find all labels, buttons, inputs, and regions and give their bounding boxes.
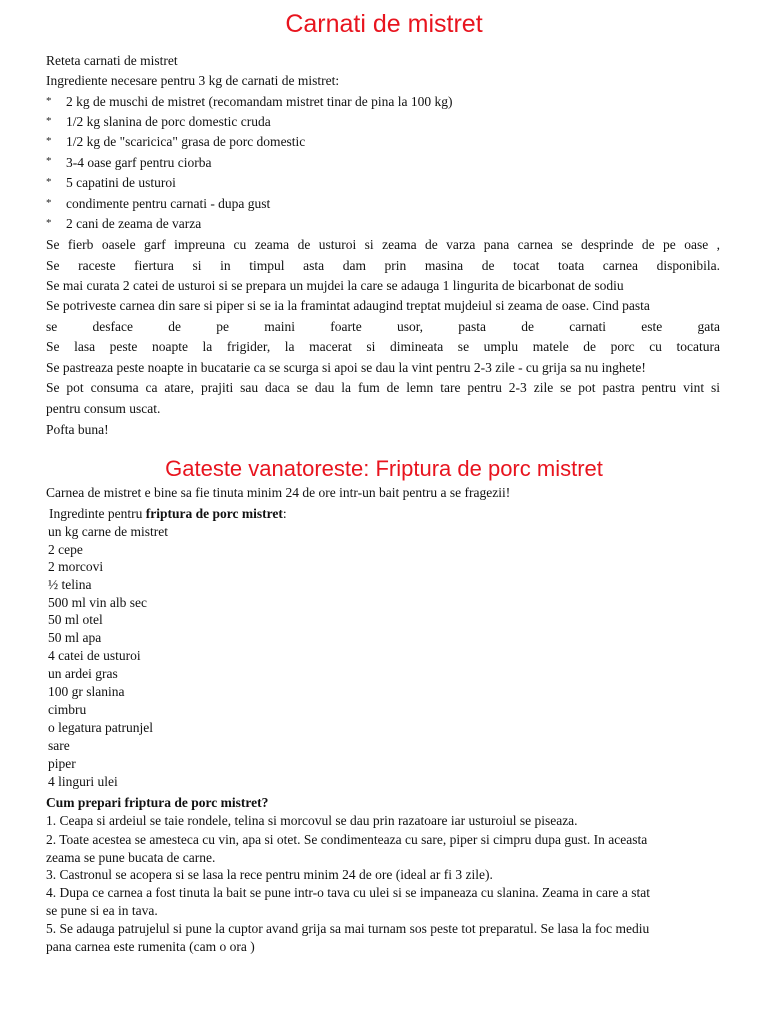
list-item: 3-4 oase garf pentru ciorba — [66, 155, 212, 170]
bullet-icon: * — [46, 217, 52, 229]
heading-bold: friptura de porc mistret — [145, 506, 283, 521]
paragraph-line: Se lasa peste noapte la frigider, la macerat si dimineata se umplu matele de porc cu tocatura — [46, 339, 720, 354]
list-item: 4 catei de usturoi — [48, 648, 141, 663]
bullet-icon: * — [46, 155, 52, 167]
list-item: 1/2 kg slanina de porc domestic cruda — [66, 114, 271, 129]
list-item: sare — [48, 738, 70, 753]
recipe2-title: Gateste vanatoreste: Friptura de porc mistret — [165, 456, 603, 481]
paragraph-line: Se pot consuma ca atare, prajiti sau daca se dau la fum de lemn tare pentru 2-3 zile se pot pastra pentru vint si — [46, 380, 720, 395]
list-item: 50 ml apa — [48, 630, 102, 645]
list-item: ½ telina — [48, 577, 92, 592]
paragraph-line: se pune si ea in tava. — [46, 903, 158, 918]
paragraph-line: pana carnea este rumenita (cam o ora ) — [46, 939, 255, 954]
paragraph-line: 1. Ceapa si ardeiul se taie rondele, telina si morcovul se dau prin razatoare iar usturoiul se piseaza. — [46, 813, 578, 828]
recipe2-ingredients-heading — [49, 505, 287, 523]
list-item: piper — [48, 756, 76, 771]
list-item: un kg carne de mistret — [48, 524, 168, 539]
recipe2-intro: Carnea de mistret e bine sa fie tinuta minim 24 de ore intr-un bait pentru a se fragezii! — [46, 485, 511, 500]
paragraph-line: Se mai curata 2 catei de usturoi si se prepara un mujdei la care se adauga 1 lingurita de bicarbonat de sodiu — [46, 278, 624, 293]
paragraph-line: 2. Toate acestea se amesteca cu vin, apa si otet. Se condimenteaza cu sare, piper si cimpru dupa gust. In aceasta — [46, 832, 648, 847]
list-item: 1/2 kg de "scaricica" grasa de porc domestic — [66, 134, 306, 149]
paragraph-line: 5. Se adauga patrujelul si pune la cuptor avand grija sa mai turnam sos peste tot preparatul. Se lasa la foc mediu — [46, 921, 650, 936]
recipe1-ingredients-heading: Ingrediente necesare pentru 3 kg de carnati de mistret: — [46, 73, 340, 88]
paragraph-line: se desface de pe maini foarte usor, pasta de carnati este gata — [46, 319, 720, 334]
bullet-icon: * — [46, 176, 52, 188]
bullet-icon: * — [46, 95, 52, 107]
paragraph-line: Se raceste fiertura si in timpul asta dam prin masina de tocat toata carnea disponibila. — [46, 258, 720, 273]
closing-line: Pofta buna! — [46, 422, 109, 437]
list-item: condimente pentru carnati - dupa gust — [66, 196, 271, 211]
paragraph-line: zeama se pune bucata de carne. — [46, 850, 216, 865]
list-item: 5 capatini de usturoi — [66, 175, 176, 190]
list-item: un ardei gras — [48, 666, 118, 681]
list-item: 50 ml otel — [48, 612, 103, 627]
bullet-icon: * — [46, 115, 52, 127]
paragraph-line: Se potriveste carnea din sare si piper si se ia la framintat adaugind treptat mujdeiul si zeama de oase. Cind pasta — [46, 298, 650, 313]
list-item: 100 gr slanina — [48, 684, 125, 699]
list-item: 2 cani de zeama de varza — [66, 216, 202, 231]
list-item: o legatura patrunjel — [48, 720, 153, 735]
recipe1-intro: Reteta carnati de mistret — [46, 53, 178, 68]
list-item: 2 kg de muschi de mistret (recomandam mistret tinar de pina la 100 kg) — [66, 94, 453, 109]
list-item: 2 morcovi — [48, 559, 104, 574]
heading-suffix: : — [282, 506, 287, 521]
heading-prefix: Ingredinte pentru — [49, 506, 146, 521]
bullet-icon: * — [46, 135, 52, 147]
recipe1-title: Carnati de mistret — [285, 10, 483, 38]
paragraph-line: Se fierb oasele garf impreuna cu zeama de usturoi si zeama de varza pana carnea se desprinde de pe oase , — [46, 237, 720, 252]
list-item: 2 cepe — [48, 542, 83, 557]
bullet-icon: * — [46, 197, 52, 209]
paragraph-line: 4. Dupa ce carnea a fost tinuta la bait se pune intr-o tava cu ulei si se impaneaza cu slanina. Zeama in care a stat — [46, 885, 650, 900]
paragraph-line: Se pastreaza peste noapte in bucatarie ca se scurga si apoi se dau la vint pentru 2-3 zile - cu grija sa nu inghete! — [46, 360, 646, 375]
list-item: cimbru — [48, 702, 87, 717]
paragraph-line: 3. Castronul se acopera si se lasa la rece pentru minim 24 de ore (ideal ar fi 3 zile). — [46, 867, 493, 882]
list-item: 500 ml vin alb sec — [48, 595, 147, 610]
method-heading: Cum prepari friptura de porc mistret? — [46, 795, 269, 810]
list-item: 4 linguri ulei — [48, 774, 118, 789]
paragraph-line: pentru consum uscat. — [46, 401, 161, 416]
